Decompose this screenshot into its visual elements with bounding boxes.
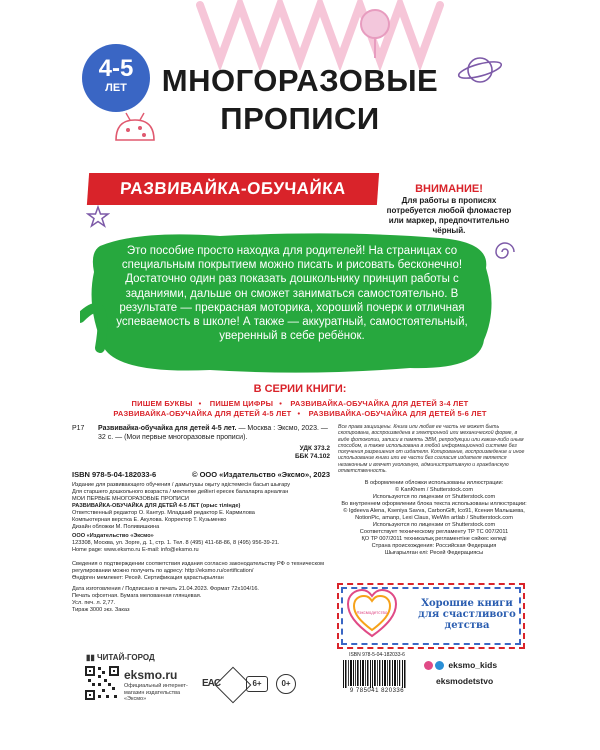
attention-title: ВНИМАНИЕ! [415, 183, 483, 195]
print-line: Тираж 3000 экз. Заказ [72, 607, 130, 613]
social-vk[interactable] [424, 660, 497, 670]
certification-info [72, 561, 332, 582]
eac-mark: EAC [202, 678, 221, 689]
bibliographic-record [72, 424, 330, 442]
pub-line: РАЗВИВАЙКА-ОБУЧАЙКА ДЛЯ ДЕТЕЙ 4-5 ЛЕТ (орыс тілінде) [72, 503, 241, 509]
bbk-code: ББК 74.102 [295, 453, 330, 460]
address-line: ООО «Издательство «Эксмо» [72, 533, 154, 539]
print-line: Печать офсетная. Бумага мелованная глянцевая. [72, 593, 202, 599]
age-number: 4-5 [98, 55, 134, 82]
cert-line: Сведения о подтверждении соответствия издания согласно законодательству РФ о техническом регулировании можно получить по адресу: http://eksmo.ru/certification/ [72, 561, 324, 574]
series-item: РАЗВИВАЙКА-ОБУЧАЙКА ДЛЯ ДЕТЕЙ 5-6 ЛЕТ [308, 409, 487, 418]
attention-text: Для работы в прописях потребуется любой фломастер или маркер, предпочтительно чёрный. [386, 196, 512, 235]
social-handle-1: eksmo_kids [448, 660, 498, 670]
publisher-address [72, 533, 332, 554]
title-line-1: МНОГОРАЗОВЫЕ [161, 63, 439, 98]
age-rating-6: 6+ [246, 676, 268, 692]
classification-codes [284, 445, 330, 461]
eksmo-site-caption: Официальный интернет-магазин издательства «Эксмо» [124, 683, 188, 702]
page-title [150, 62, 450, 138]
series-banner: РАЗВИВАЙКА-ОБУЧАЙКА [87, 173, 379, 205]
pub-line: Дизайн обложки М. Поливишкина [72, 524, 160, 530]
age-unit: ЛЕТ [105, 82, 127, 94]
pub-line: Компьютерная верстка Е. Акулова. Корректор Т. Кузьменко [72, 517, 227, 523]
isbn-row [72, 470, 330, 479]
biblio-title: Развивайка-обучайка для детей 4-5 лет. [98, 425, 237, 432]
biblio-code: Р17 [72, 425, 85, 432]
age-rating-0: 0+ [276, 674, 296, 694]
series-line-2: РАЗВИВАЙКА-ОБУЧАЙКА ДЛЯ ДЕТЕЙ 4-5 ЛЕТ • РАЗВИВАЙКА-ОБУЧАЙКА ДЛЯ ДЕТЕЙ 5-6 ЛЕТ [113, 409, 487, 418]
credit-line: Используются по лицензии от Shutterstock.com [372, 494, 496, 500]
series-item: РАЗВИВАЙКА-ОБУЧАЙКА ДЛЯ ДЕТЕЙ 3-4 ЛЕТ [290, 399, 469, 408]
planet-icon [455, 50, 505, 90]
illustration-credits [340, 480, 528, 557]
telegram-icon [435, 661, 444, 670]
star-icon [86, 205, 110, 229]
series-title: В СЕРИИ КНИГИ: [253, 383, 347, 395]
credit-line: © KanKhem / Shutterstock.com [394, 487, 474, 493]
barcode-isbn: ISBN 978-5-04-182033-6 [349, 652, 405, 658]
book-icon: ▮▮ [86, 653, 95, 662]
print-line: Дата изготовления / Подписано в печать 21.04.2023. Формат 72x104/16. [72, 586, 259, 592]
store-name: ЧИТАЙ-ГОРОД [97, 653, 155, 662]
credit-line: Соответствует техническому регламенту ТР ТС 007/2011 [359, 529, 509, 535]
store-logo [86, 653, 155, 662]
credit-line: Шығарылған елі: Ресей Федерациясы [384, 550, 484, 556]
pub-line: Для старшего дошкольного возраста / мектепке дейінгі ересек балаларға арналған [72, 489, 289, 495]
credit-line: Страна происхождения: Российская Федерация [371, 543, 497, 549]
publication-details [72, 482, 332, 531]
series-item: ПИШЕМ БУКВЫ [131, 399, 193, 408]
udk-code: УДК 373.2 [299, 445, 330, 452]
series-item: ПИШЕМ ЦИФРЫ [209, 399, 274, 408]
print-line: Усл. печ. л. 2,77. [72, 600, 116, 606]
eksmo-site-link[interactable]: eksmo.ru [124, 668, 178, 682]
credit-line: В оформлении обложки использованы иллюстрации: [364, 480, 504, 486]
isbn-text: ISBN 978-5-04-182033-6 [72, 470, 157, 479]
pub-line: МОИ ПЕРВЫЕ МНОГОРАЗОВЫЕ ПРОПИСИ [72, 496, 189, 502]
credit-line: © Igdeeva Alena, Kseniya Savva, CarbonGift, Ico91, Ксения Малышева, NotionPic, amanp, Lexi Claus, WeWin artlab / Shutterstock.com [343, 508, 525, 521]
intro-text: Это пособие просто находка для родителей! На страницах со специальным покрытием можно писать и рисовать бесконечно! Достаточно один раз показать дошкольнику принцип работы с заданиями, дальше он сможет заниматься самостоятельно. В результате — прекрасная моторика, хороший почерк и отличная успеваемость в школе! А также — аккуратный, самостоятельный, уверенный в себе ребёнок. [116, 245, 468, 343]
legal-notice: Все права защищены. Книга или любая ее часть не может быть скопирована, воспроизведена в электронной или механической форме, в виде фотокопии, записи в память ЭВМ, репродукции или каким-либо иным способом, а также использована в любой информационной системе без получения разрешения от издателя. Копирование, воспроизведение и иное использование книги или ее части без согласия издателя является незаконным и влечет уголовную, административную и гражданскую ответственность. [338, 424, 525, 475]
pub-line: Издание для развивающего обучения / дамытушы оқыту әдістемесін басып шығару [72, 482, 291, 488]
badge-text: #эксмодетство [356, 610, 388, 615]
pub-line: Ответственный редактор О. Кантур. Младший редактор Е. Кармилова [72, 510, 255, 516]
promo-title: Хорошие книги для счастливого детства [418, 598, 516, 631]
credit-line: Во внутреннем оформлении блока текста использованы иллюстрации: [341, 501, 527, 507]
title-line-2: ПРОПИСИ [220, 101, 380, 136]
address-line: 123308, Москва, ул. Зорге, д. 1, стр. 1. Тел. 8 (495) 411-68-86, 8 (495) 956-39-21. [72, 540, 280, 546]
lollipop-icon [350, 4, 400, 59]
social-site[interactable] [436, 676, 493, 686]
qr-code[interactable] [84, 665, 120, 701]
biblio-details: — Москва : Эксмо, 2023. — 32 с. — (Мои первые многоразовые прописи). [98, 425, 328, 441]
copyright-text: © ООО «Издательство «Эксмо», 2023 [191, 470, 330, 479]
barcode-digits: 9 785041 820336 [349, 688, 405, 694]
address-line: Home page: www.eksmo.ru E-mail: info@eksmo.ru [72, 547, 199, 553]
age-badge [82, 44, 150, 112]
instagram-icon [424, 661, 433, 670]
credit-line: ҚО ТР 007/2011 техникалық регламентіне сәйкес келеді [361, 536, 507, 542]
printing-info [72, 586, 332, 614]
cert-line: Өндірген мемлекет: Ресей. Сертификация қарастырылған [72, 575, 224, 581]
social-handle-2: eksmodetstvo [436, 676, 494, 686]
series-line-1: ПИШЕМ БУКВЫ • ПИШЕМ ЦИФРЫ • РАЗВИВАЙКА-ОБУЧАЙКА ДЛЯ ДЕТЕЙ 3-4 ЛЕТ [131, 399, 469, 408]
heart-badge-icon [345, 586, 399, 640]
credit-line: Используются по лицензии от Shutterstock.com [372, 522, 496, 528]
series-item: РАЗВИВАЙКА-ОБУЧАЙКА ДЛЯ ДЕТЕЙ 4-5 ЛЕТ [113, 409, 292, 418]
